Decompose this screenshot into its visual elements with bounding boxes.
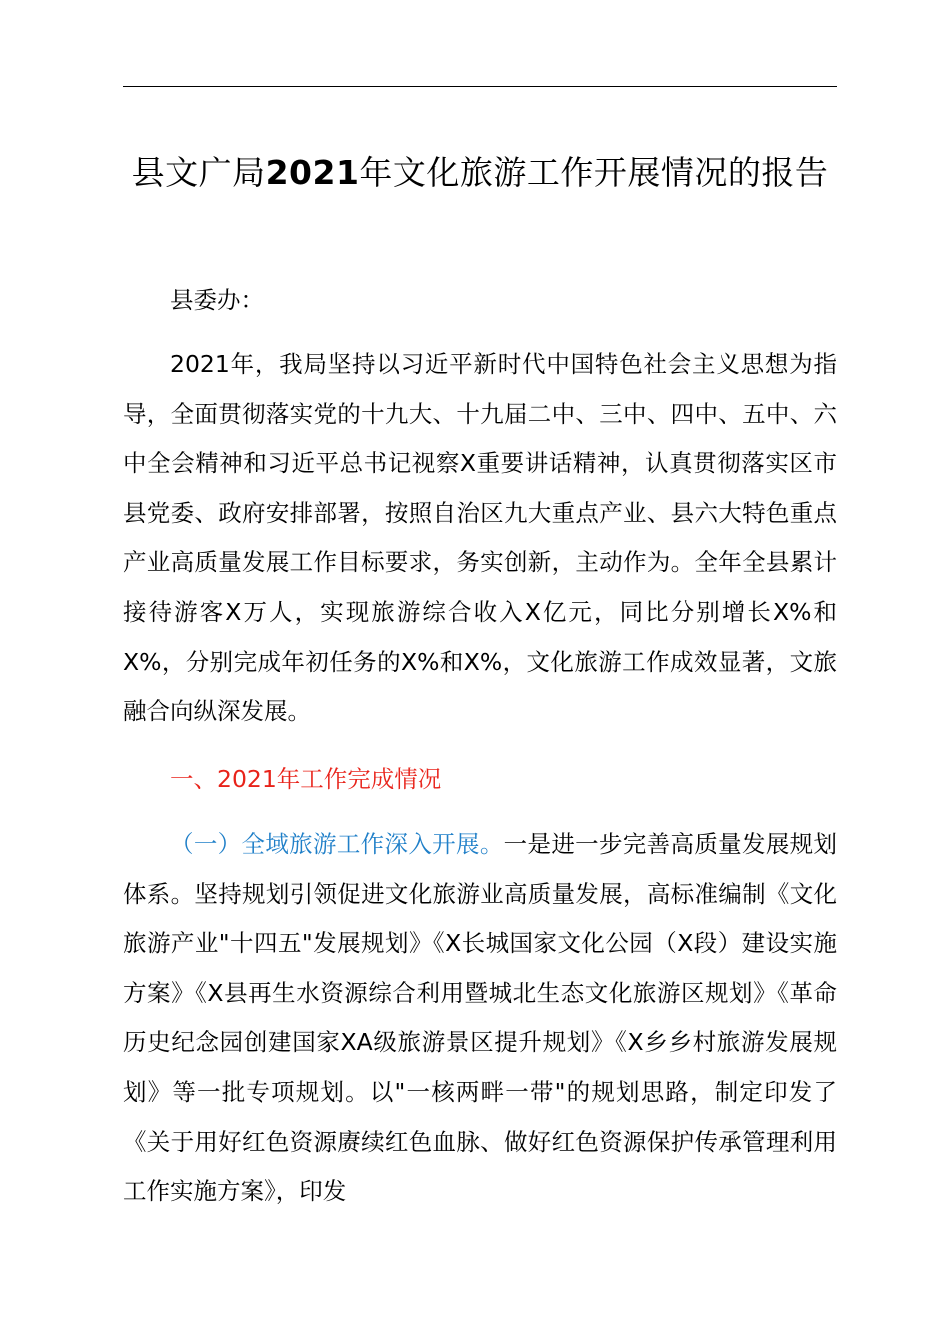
subsection-paragraph [123,820,837,1217]
subsection-heading: （一）全域旅游工作深入开展。 [170,830,504,858]
title-suffix: 年文化旅游工作开展情况的报告 [359,153,829,192]
header-rule [123,86,837,87]
subsection-body: 一是进一步完善高质量发展规划体系。坚持规划引领促进文化旅游业高质量发展，高标准编制《文化旅游产业"十四五"发展规划》《X长城国家文化公园（X段）建设实施方案》《X县再生水资源综合利用暨城北生态文化旅游区规划》《革命历史纪念园创建国家XA级旅游景区提升规划》《X乡乡村旅游发展规划》等一批专项规划。以"一核两畔一带"的规划思路，制定印发了《关于用好红色资源赓续红色血脉、做好红色资源保护传承管理利用工作实施方案》，印发 [123,830,838,1206]
title-year: 2021 [265,153,360,192]
salutation: 县委办： [170,286,264,314]
page-title [115,148,845,198]
title-prefix: 县文广局 [131,153,266,192]
section-heading: 一、2021年工作完成情况 [170,765,442,793]
intro-paragraph: 2021年，我局坚持以习近平新时代中国特色社会主义思想为指导，全面贯彻落实党的十九大、十九届二中、三中、四中、五中、六中全会精神和习近平总书记视察X重要讲话精神，认真贯彻落实区市县党委、政府安排部署，按照自治区九大重点产业、县六大特色重点产业高质量发展工作目标要求，务实创新，主动作为。全年全县累计接待游客X万人，实现旅游综合收入X亿元，同比分别增长X%和X%，分别完成年初任务的X%和X%，文化旅游工作成效显著，文旅融合向纵深发展。 [123,350,837,726]
